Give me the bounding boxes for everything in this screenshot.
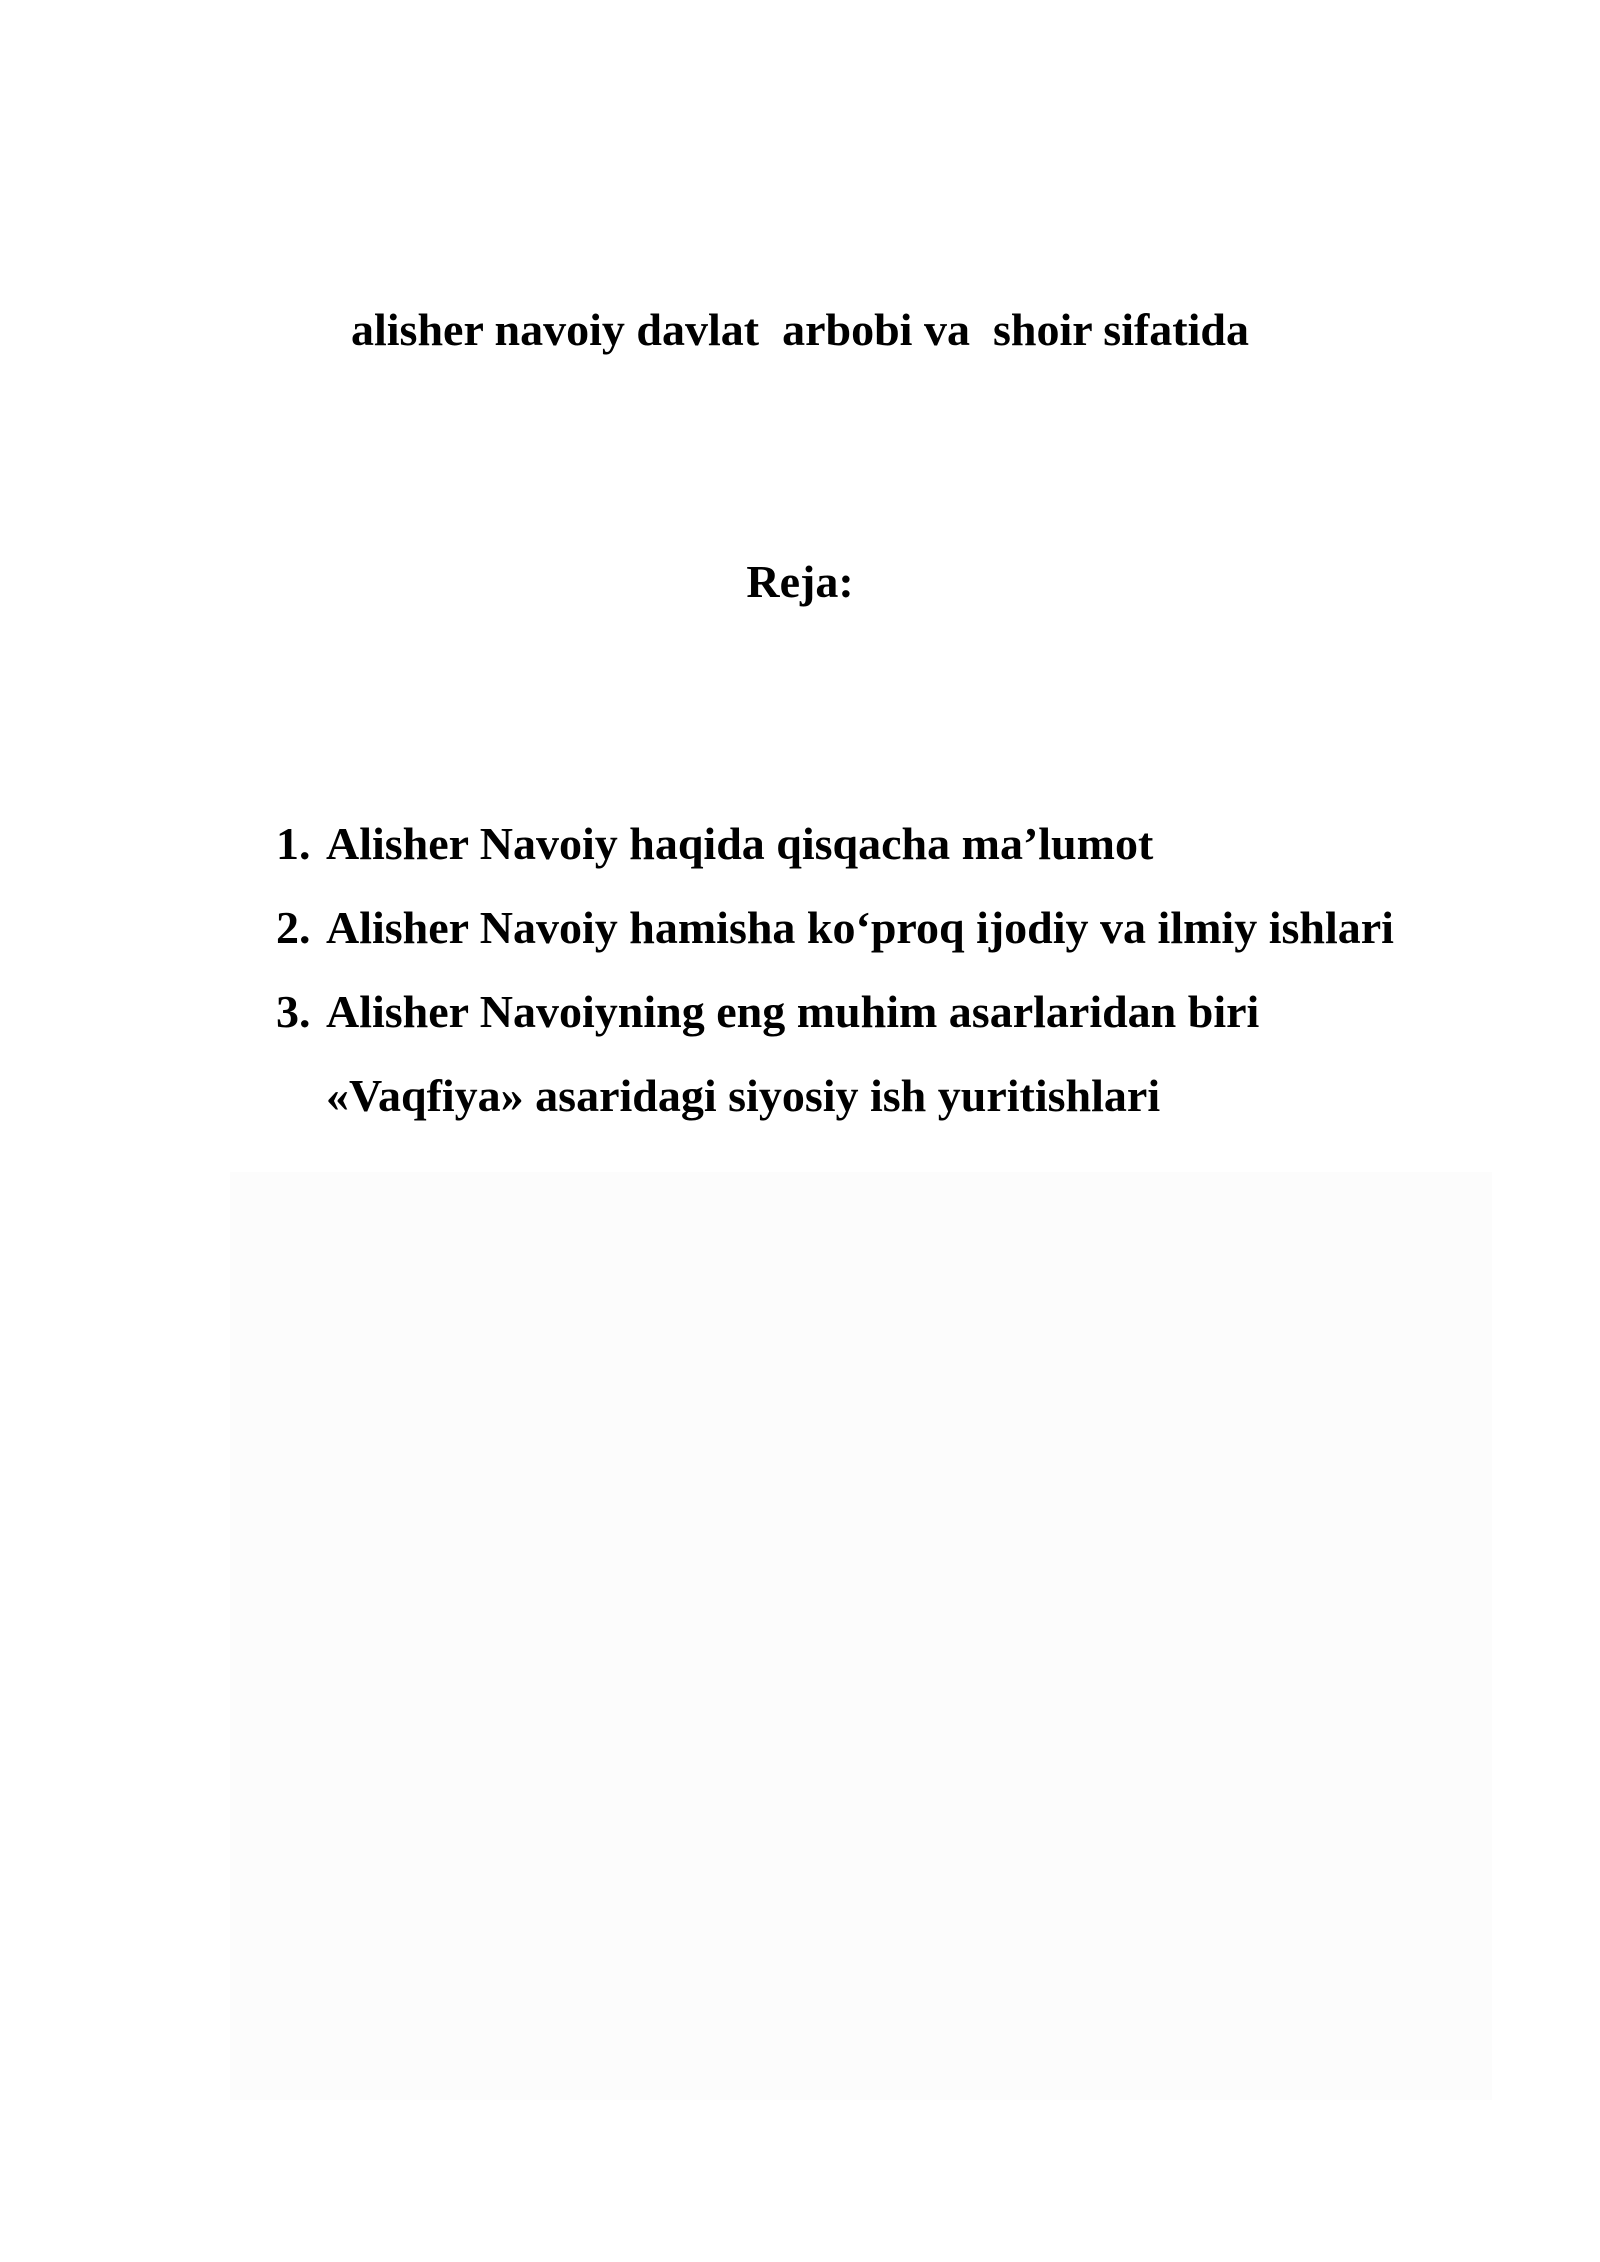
plan-item-line: Alisher Navoiy haqida qisqacha ma’lumot (326, 818, 1154, 869)
plan-item-text (326, 886, 1476, 970)
plan-item-line: Alisher Navoiyning eng muhim asarlaridan biri (326, 986, 1260, 1037)
plan-heading: Reja: (746, 556, 854, 607)
plan-item-number: 1. (276, 818, 311, 869)
plan-item-2 (276, 886, 1476, 970)
plan-list (276, 802, 1476, 1138)
blank-content-area (230, 1172, 1492, 2100)
plan-item-number: 3. (276, 986, 311, 1037)
plan-item-line: «Vaqfiya» asaridagi siyosiy ish yuritishlari (326, 1070, 1161, 1121)
plan-item-number: 2. (276, 902, 311, 953)
plan-item-line: Alisher Navoiy hamisha ko‘proq ijodiy va ilmiy ishlari (326, 902, 1394, 953)
document-title: alisher navoiy davlat arbobi va shoir sifatida (351, 304, 1249, 355)
plan-item-3 (276, 970, 1476, 1138)
plan-item-text (326, 970, 1476, 1138)
plan-item-text (326, 802, 1476, 886)
plan-item-1 (276, 802, 1476, 886)
